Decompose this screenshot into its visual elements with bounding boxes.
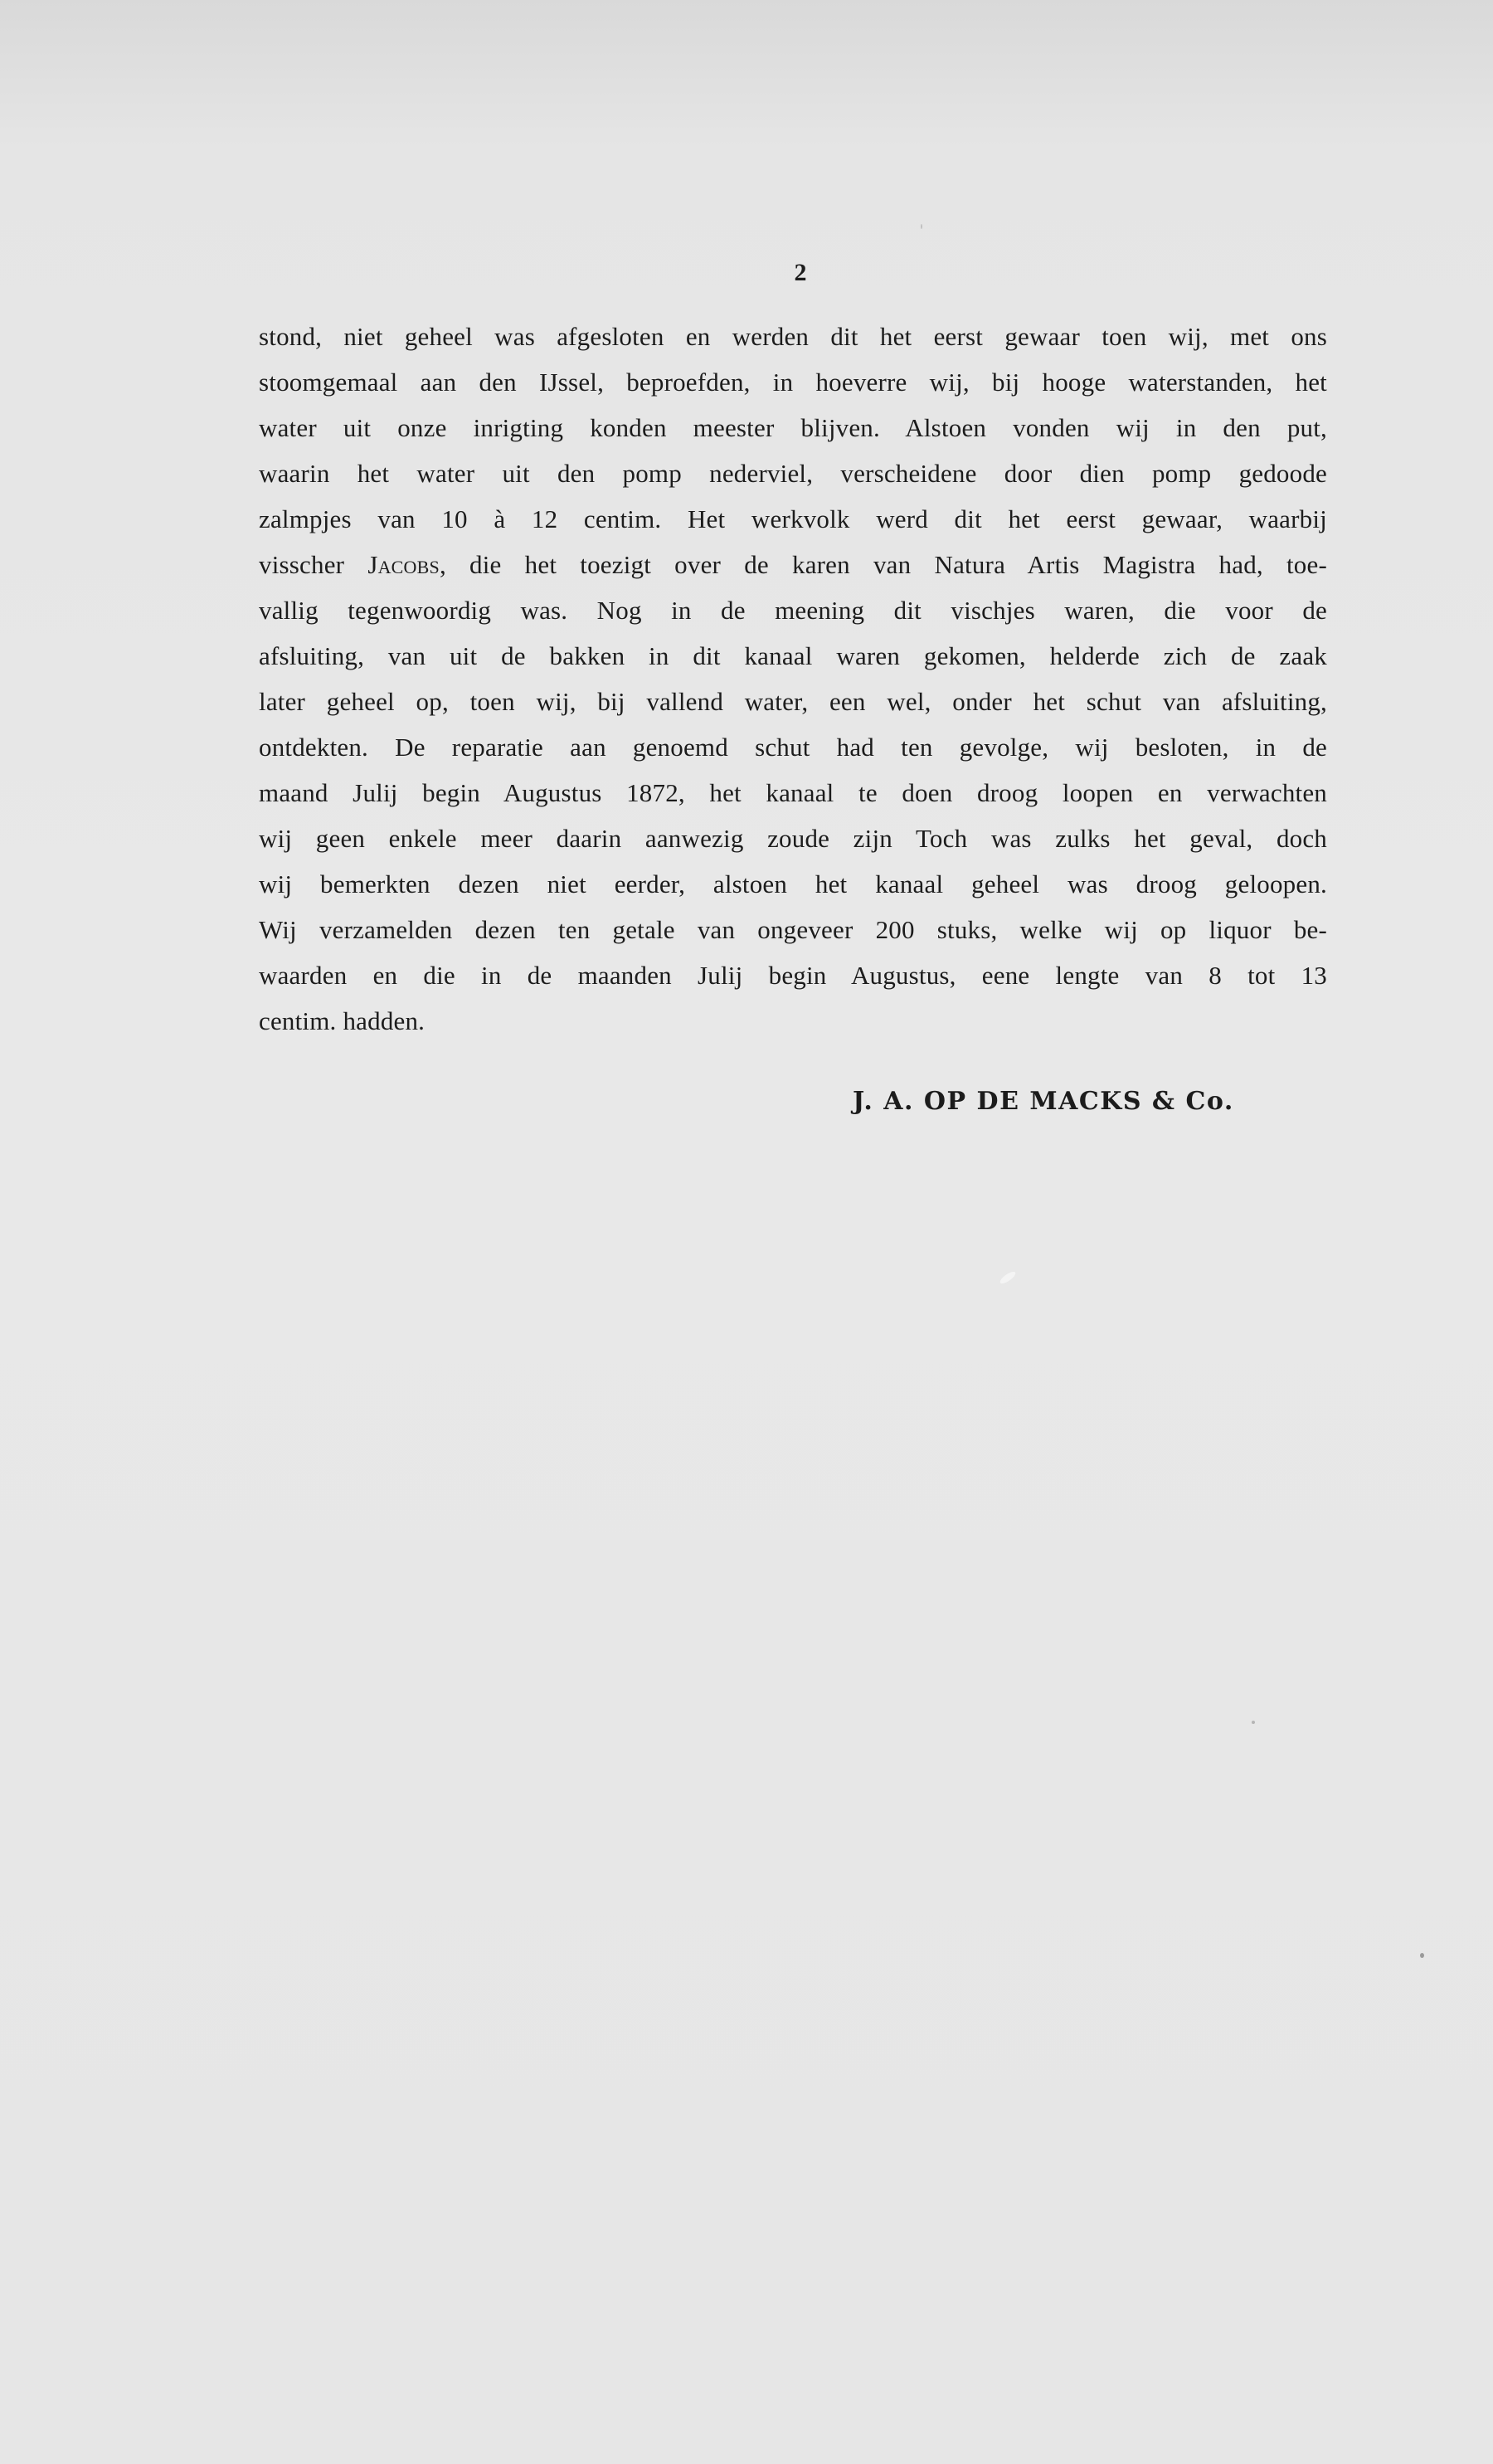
text-line: stond, niet geheel was afgesloten en werden dit het eerst gewaar toen wij, met ons <box>259 322 1327 351</box>
paper-speck <box>1420 1953 1424 1958</box>
text-line: waarden en die in de maanden Julij begin Augustus, eene lengte van 8 tot 13 <box>259 961 1327 990</box>
body-text <box>259 314 1327 1044</box>
text-line: vallig tegenwoordig was. Nog in de meening dit vischjes waren, die voor de <box>259 596 1327 625</box>
text-line: water uit onze inrigting konden meester blijven. Alstoen vonden wij in den put, <box>259 413 1327 442</box>
text-line: zalmpjes van 10 à 12 centim. Het werkvolk werd dit het eerst gewaar, waarbij <box>259 504 1327 533</box>
text-line: afsluiting, van uit de bakken in dit kanaal waren gekomen, helderde zich de zaak <box>259 641 1327 670</box>
text-line-with-name <box>259 542 1327 587</box>
paper-speck <box>921 224 922 229</box>
text-line: wij geen enkele meer daarin aanwezig zoude zijn Toch was zulks het geval, doch <box>259 824 1327 853</box>
signature: J. A. OP DE MACKS & Co. <box>853 1087 1234 1116</box>
paper-speck <box>1252 1721 1255 1724</box>
paper-speck <box>999 1269 1018 1285</box>
person-name: Jacobs <box>367 550 440 579</box>
text-line: ontdekten. De reparatie aan genoemd schut had ten gevolge, wij besloten, in de <box>259 733 1327 762</box>
text-line: stoomgemaal aan den IJssel, beproefden, in hoeverre wij, bij hooge waterstanden, het <box>259 368 1327 397</box>
text-segment: , die het toezigt over de karen van Natura Artis Magistra had, toe- <box>439 550 1327 579</box>
page-number: 2 <box>794 259 807 286</box>
text-segment: visscher <box>259 550 368 579</box>
text-line-last: centim. hadden. <box>259 1006 426 1035</box>
text-line: wij bemerkten dezen niet eerder, alstoen het kanaal geheel was droog geloopen. <box>259 869 1327 898</box>
text-line: later geheel op, toen wij, bij vallend water, een wel, onder het schut van afsluiting, <box>259 687 1327 716</box>
text-line: maand Julij begin Augustus 1872, het kanaal te doen droog loopen en verwachten <box>259 778 1327 807</box>
text-line: waarin het water uit den pomp nederviel, verscheidene door dien pomp gedoode <box>259 459 1327 488</box>
text-line: Wij verzamelden dezen ten getale van ongeveer 200 stuks, welke wij op liquor be- <box>259 915 1327 944</box>
